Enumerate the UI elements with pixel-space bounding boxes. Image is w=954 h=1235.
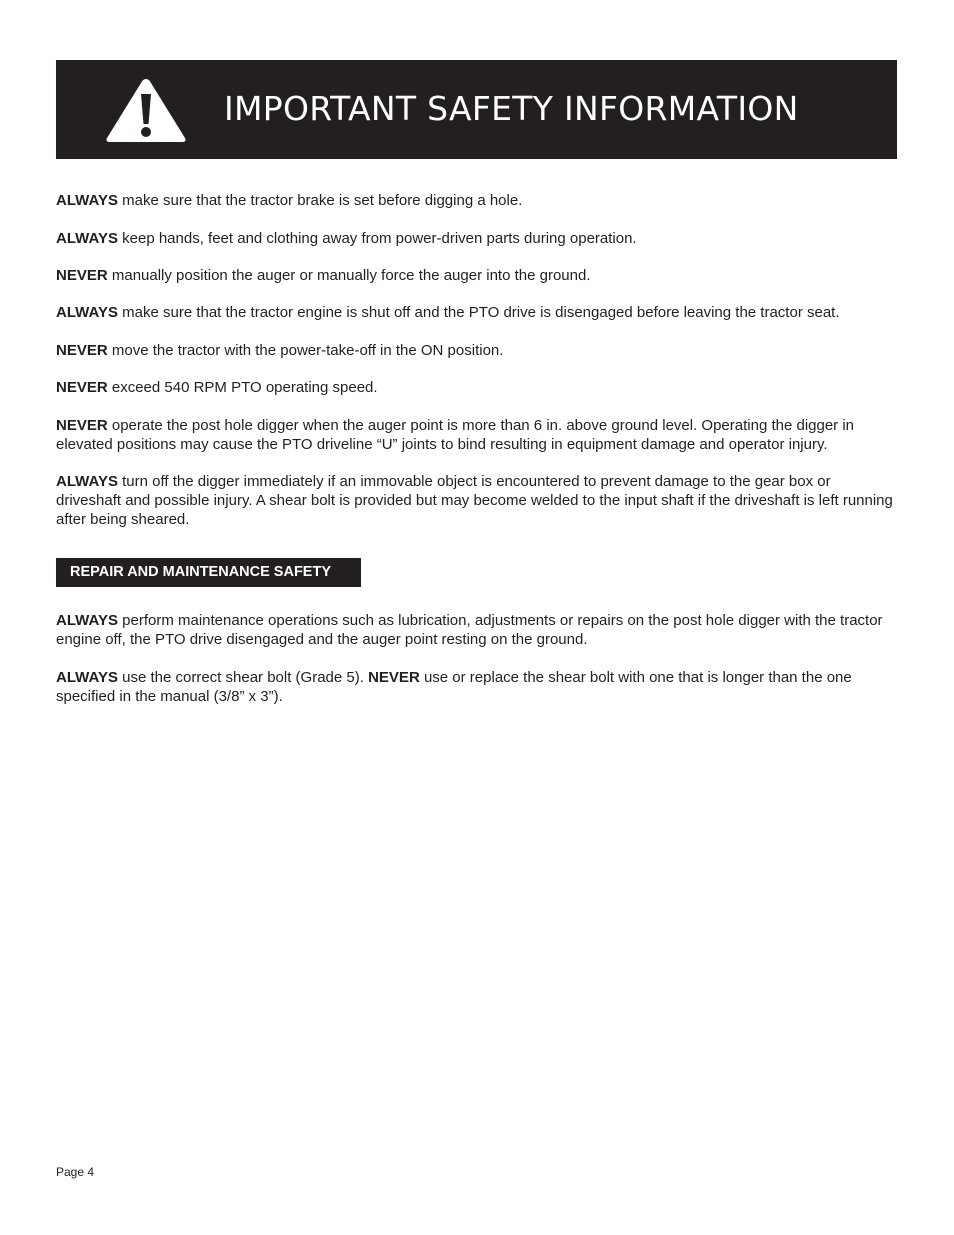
safety-rule (56, 192, 896, 211)
rule-text: make sure that the tractor engine is shut off and the PTO drive is disengaged before leaving the tractor seat. (117, 304, 840, 321)
rule-keyword: ALWAYS (56, 473, 118, 490)
safety-rule (56, 379, 896, 398)
safety-banner (56, 60, 897, 159)
rule-text: manually position the auger or manually force the auger into the ground. (107, 267, 591, 284)
page-title: IMPORTANT SAFETY INFORMATION (224, 89, 799, 128)
rule-text: turn off the digger immediately if an immovable object is encountered to prevent damage to the gear box or driveshaft and possible injury. A shear bolt is provided but may become welded to the input shaft if the driveshaft is left running after being sheared. (56, 473, 893, 528)
rule-text: exceed 540 RPM PTO operating speed. (107, 379, 378, 396)
warning-triangle-icon (104, 76, 188, 144)
rule-keyword: ALWAYS (56, 304, 118, 321)
rule-text: move the tractor with the power-take-off in the ON position. (107, 342, 504, 359)
rule-text: operate the post hole digger when the auger point is more than 6 in. above ground level. Operating the digger in elevated positions may cause the PTO driveline “U” joints to bind resulting in equipment damage and operator injury. (56, 417, 855, 453)
rule-keyword: NEVER (56, 342, 108, 359)
rule-text: keep hands, feet and clothing away from power-driven parts during operation. (117, 230, 637, 247)
safety-rule (56, 612, 896, 650)
safety-rule (56, 267, 896, 286)
section-heading-repair: REPAIR AND MAINTENANCE SAFETY (56, 558, 361, 587)
rule-keyword: NEVER (56, 267, 108, 284)
rule-keyword: ALWAYS (56, 612, 118, 629)
safety-rule (56, 417, 896, 455)
safety-rule (56, 342, 896, 361)
rule-keyword: ALWAYS (56, 192, 118, 209)
rule-keyword: NEVER (56, 379, 108, 396)
safety-rule (56, 473, 896, 529)
rule-keyword: NEVER (368, 669, 420, 686)
page-number: Page 4 (56, 1165, 95, 1179)
rule-keyword: NEVER (56, 417, 108, 434)
rule-text: make sure that the tractor brake is set before digging a hole. (117, 192, 523, 209)
rule-text: use or replace the shear bolt with one that is longer than the one specified in the manual (3/8” x 3”). (56, 669, 852, 705)
safety-rule (56, 230, 896, 249)
safety-rule (56, 669, 896, 707)
rule-keyword: ALWAYS (56, 669, 118, 686)
rule-keyword: ALWAYS (56, 230, 118, 247)
rule-text: use the correct shear bolt (Grade 5). (117, 669, 369, 686)
safety-rule (56, 304, 896, 323)
rule-text: perform maintenance operations such as lubrication, adjustments or repairs on the post hole digger with the tractor engine off, the PTO drive disengaged and the auger point resting on the ground. (56, 612, 883, 648)
